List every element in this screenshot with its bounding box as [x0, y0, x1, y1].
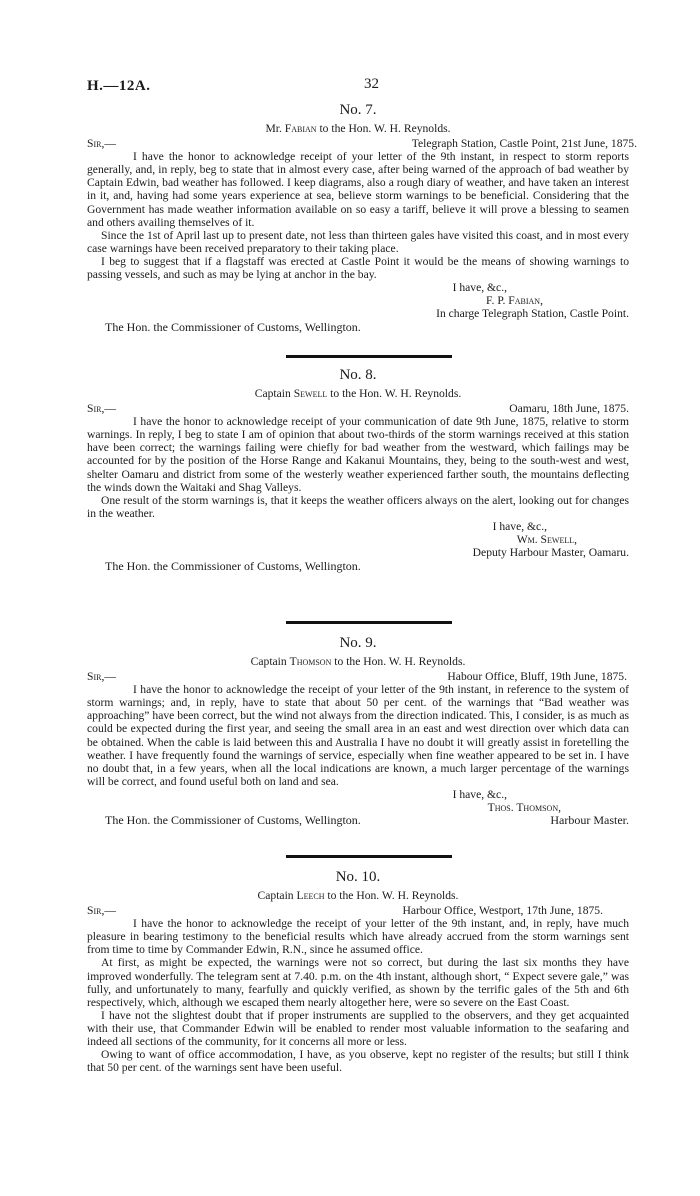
signatory: Wm. Sewell,	[516, 533, 577, 547]
salutation: Sir,—	[87, 137, 116, 151]
closing: I have, &c.,	[452, 787, 507, 801]
letter-number: No. 10.	[335, 869, 381, 885]
letter-from-line: Captain Sewell to the Hon. W. H. Reynolds.	[254, 387, 462, 401]
signatory: F. P. Fabian,	[486, 294, 543, 308]
signatory-title: In charge Telegraph Station, Castle Point.	[436, 307, 629, 321]
letter-no-8	[87, 369, 629, 573]
letter-number: No. 8.	[339, 367, 377, 383]
salutation-row	[87, 137, 637, 151]
addressee: The Hon. the Commissioner of Customs, Wellington.	[105, 320, 361, 335]
salutation: Sir,—	[87, 904, 116, 918]
letter-from-line: Captain Leech to the Hon. W. H. Reynolds.	[257, 889, 459, 903]
letter-no-9	[87, 637, 629, 828]
paragraph: I have the honor to acknowledge the receipt of your letter of the 9th instant, in reference to the system of storm warnings; and, in reply, have to state that about 50 per cent. of the warnings that “Bad weather was approaching” have been correct, but the wind not always from the direction indicated. This, I consider, is as much as could be expected during the first year, and seeing the small area in an east and west direction over which data can be obtained. When the cable is laid between this and Australia I have no doubt it will greatly assist in foretelling the weather. I have frequently found the warnings of service, especially when fine weather appeared to be set in. I have no doubt that, in a few years, when all the local indications are known, a much larger percentage of the warnings will be correct, and found useful both on land and sea.	[87, 683, 629, 788]
paragraph: Owing to want of office accommodation, I have, as you observe, kept no register of the results; but still I think that 50 per cent. of the warnings sent have been useful.	[87, 1048, 629, 1075]
paragraph: At first, as might be expected, the warnings were not so correct, but during the last six months they have improved wonderfully. The telegram sent at 7.40. p.m. on the 4th instant, although short, “ Expect severe gale,” was fully, and unfortunately to many, fearfully and quickly verified, as shown by the terrific gales of the 5th and 6th respectively, which, although we escaped them nearly altogether here, were so severe on the East Coast.	[87, 956, 629, 1009]
page-number: 32	[364, 76, 379, 92]
closing: I have, &c.,	[452, 281, 507, 295]
addressee: The Hon. the Commissioner of Customs, Wellington.	[105, 813, 361, 828]
letter-number: No. 7.	[339, 102, 377, 118]
paragraph: One result of the storm warnings is, that it keeps the weather officers always on the alert, looking out for changes in the weather.	[87, 493, 629, 520]
salutation: Sir,—	[87, 402, 116, 416]
paragraph: I have the honor to acknowledge the receipt of your letter of the 9th instant, and, in reply, have much pleasure in bearing testimony to the beneficial results which have already accrued from the storm warnings sent from time to time by Commander Edwin, R.N., since he assumed office.	[87, 917, 629, 957]
salutation: Sir,—	[87, 670, 116, 684]
paragraph: I have not the slightest doubt that if proper instruments are supplied to the observers, and they get acquainted with their use, that Commander Edwin will be enabled to render most valuable information to the seafaring and indeed all sections of the community, for it concerns all more or less.	[87, 1008, 629, 1049]
signatory-title: Deputy Harbour Master, Oamaru.	[472, 546, 629, 560]
salutation-row	[87, 670, 629, 683]
section-divider	[286, 855, 452, 858]
letter-no-7	[87, 102, 637, 335]
closing: I have, &c.,	[492, 519, 547, 533]
place-date: Harbour Office, Westport, 17th June, 1875.	[402, 904, 603, 918]
section-divider	[286, 355, 452, 358]
signatory: Thos. Thomson,	[487, 801, 561, 815]
section-divider	[286, 621, 452, 624]
signatory-title: Harbour Master.	[550, 813, 629, 828]
place-date: Oamaru, 18th June, 1875.	[509, 402, 629, 416]
paragraph: I beg to suggest that if a flagstaff was erected at Castle Point it would be the means of showing warnings to passing vessels, and such as may be lying at anchor in the bay.	[87, 254, 629, 282]
salutation-row	[87, 402, 629, 415]
paragraph: I have the honor to acknowledge receipt of your letter of the 9th instant, in respect to storm reports generally, and, in reply, beg to state that in almost every case, after being warned of the approach of bad weather by Captain Edwin, bad weather has followed. I keep diagrams, also a rough diary of weather, and have taken an interest in it, and, having had some years experience at sea, believe storm warnings to be beneficial. Considering that the Government has made weather information available on so easy a tariff, believe it will prove a blessing to seamen and others availing themselves of it.	[87, 150, 629, 229]
addressee: The Hon. the Commissioner of Customs, Wellington.	[105, 559, 361, 574]
place-date: Telegraph Station, Castle Point, 21st June, 1875.	[411, 137, 637, 151]
letter-from-line: Mr. Fabian to the Hon. W. H. Reynolds.	[265, 122, 451, 136]
letter-no-10	[87, 871, 629, 1074]
addressee-row	[87, 814, 629, 828]
paragraph: I have the honor to acknowledge receipt of your communication of date 9th June, 1875, relative to storm warnings. In reply, I beg to state I am of opinion that about two-thirds of the storm warnings received at this station have been correct; the warnings failing were chiefly for bad weather from the westward, which failings may be accounted for by the position of the Horse Range and Kakanui Mountains, they, being to the south-west and west, shelter Oamaru and district from some of the westerly weather experienced farther south, the mountains deflecting the winds down the Waitaki and Shag Valleys.	[87, 415, 629, 494]
place-date: Habour Office, Bluff, 19th June, 1875.	[447, 670, 627, 684]
salutation-row	[87, 904, 629, 917]
letter-from-line: Captain Thomson to the Hon. W. H. Reynolds.	[250, 655, 466, 669]
document-reference: H.—12A.	[87, 78, 151, 94]
letter-number: No. 9.	[339, 635, 377, 651]
paragraph: Since the 1st of April last up to present date, not less than thirteen gales have visited this coast, and in most every case warnings have been received preparatory to their taking place.	[87, 228, 629, 255]
